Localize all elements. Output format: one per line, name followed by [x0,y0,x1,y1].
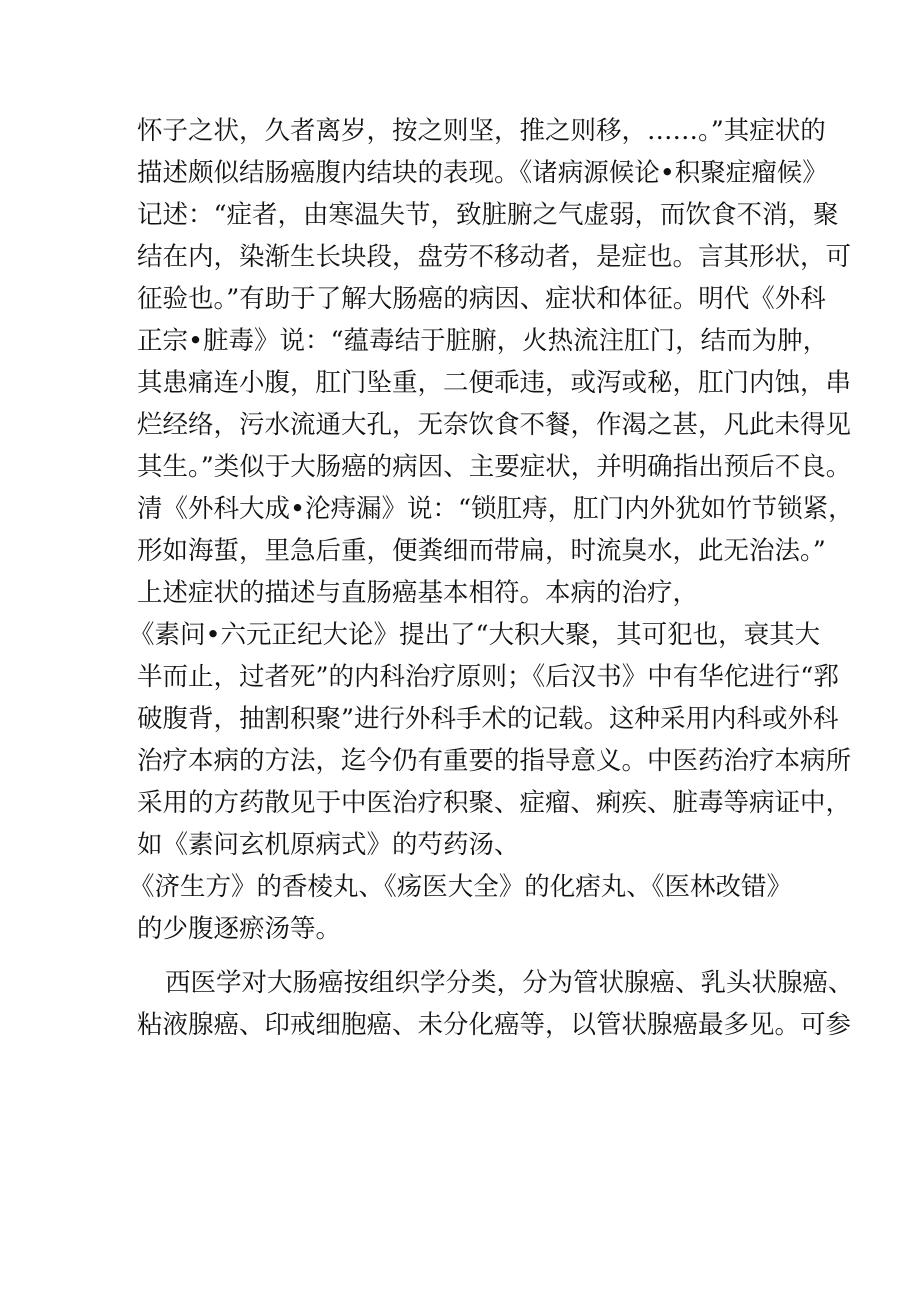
text-line: 的少腹逐瘀汤等。 [137,914,342,944]
text-line: 其患痛连小腹，肛门坠重，二便乖违，或泻或秘，肛门内蚀，串 [137,368,852,398]
text-line: 破腹背，抽割积聚”进行外科手术的记载。这种采用内科或外科 [137,704,839,734]
text-line: 《济生方》的香棱丸、《疡医大全》的化痞丸、《医林改错》 [129,872,793,902]
text-line: 描述颇似结肠癌腹内结块的表现。《诸病源候论•积聚症瘤候》 [137,158,828,188]
text-line: 清《外科大成•沦痔漏》说：“锁肛痔，肛门内外犹如竹节锁紧， [137,494,854,524]
text-line: 其生。”类似于大肠癌的病因、主要症状，并明确指出预后不良。 [137,452,852,482]
document-text-body [129,110,854,1046]
text-line: 怀子之状，久者离岁，按之则坚，推之则移，……。”其症状的 [137,116,826,146]
text-line: 治疗本病的方法，迄今仍有重要的指导意义。中医药治疗本病所 [137,746,852,776]
text-line: 粘液腺癌、印戒细胞癌、未分化癌等，以管状腺癌最多见。可参 [137,1010,852,1040]
text-line: 采用的方药散见于中医治疗积聚、症瘤、痢疾、脏毒等病证中， [137,788,852,818]
text-line: 半而止，过者死”的内科治疗原则；《后汉书》中有华佗进行“郛 [137,662,839,692]
text-line: 征验也。”有助于了解大肠癌的病因、症状和体征。明代《外科 [137,284,826,314]
text-line: 烂经络，污水流通大孔，无奈饮食不餐，作渴之甚，凡此未得见 [137,410,852,440]
text-line: 西医学对大肠癌按组织学分类，分为管状腺癌、乳头状腺癌、 [165,968,854,998]
text-line: 上述症状的描述与直肠癌基本相符。本病的治疗， [137,578,699,608]
text-line: 正宗•脏毒》说：“蕴毒结于脏腑，火热流注肛门，结而为肿， [137,326,829,356]
text-line: 形如海蜇，里急后重，便粪细而带扁，时流臭水，此无治法。” [137,536,826,566]
text-line: 如《素问玄机原病式》的芍药汤、 [137,830,520,860]
text-line: 结在内，染渐生长块段，盘劳不移动者，是症也。言其形状，可 [137,242,852,272]
text-line: 记述：“症者，由寒温失节，致脏腑之气虚弱，而饮食不消，聚 [137,200,839,230]
paragraph-gap [137,950,807,962]
text-line: 《素问•六元正纪大论》提出了“大积大聚，其可犯也，衰其大 [129,620,821,650]
